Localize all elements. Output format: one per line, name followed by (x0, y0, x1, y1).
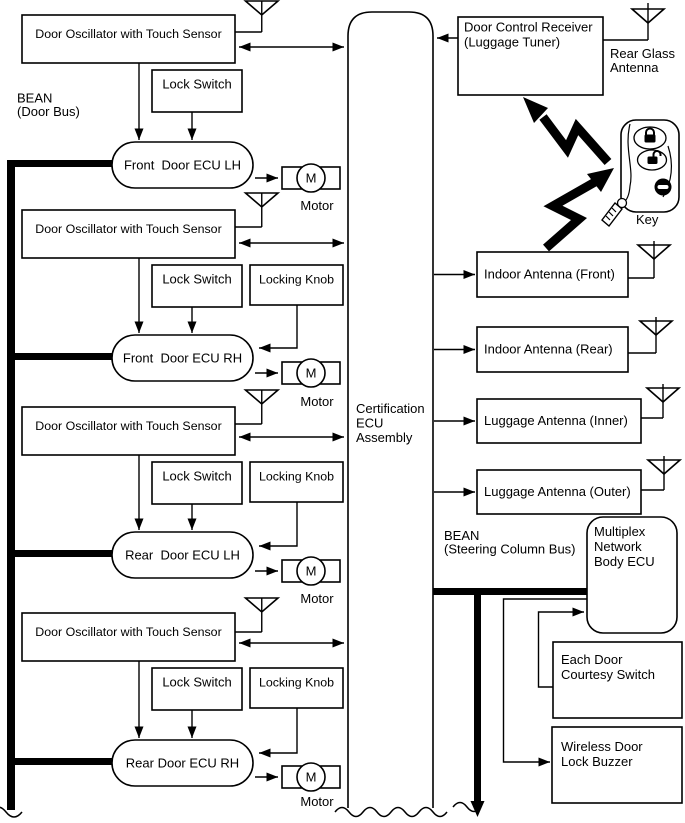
certification-ecu-line2: ECU (356, 415, 384, 431)
locking-knob-label: Locking Knob (258, 469, 335, 484)
bean-steering-line1: BEAN (444, 528, 480, 543)
receiver-line1: Door Control Receiver (464, 19, 593, 35)
antenna-box-label: Luggage Antenna (Inner) (484, 413, 628, 428)
motor-symbol: M (305, 170, 317, 186)
certification-ecu-line3: Assembly (356, 430, 413, 445)
oscillator-label: Door Oscillator with Touch Sensor (35, 625, 222, 639)
buzzer-line1: Wireless Door (561, 739, 643, 754)
door-control-receiver (437, 17, 603, 95)
key-fob (602, 120, 679, 227)
motor-label: Motor (300, 198, 334, 213)
motor-unit (255, 164, 340, 213)
certification-ecu-box (348, 12, 433, 808)
door-ecu-label: Front Door ECU RH (122, 350, 243, 366)
rear-glass-antenna-line1: Rear Glass (610, 46, 676, 61)
rear-glass-antenna-line2: Antenna (610, 60, 659, 75)
door-ecu-label: Rear Door ECU RH (125, 755, 240, 771)
key-label: Key (636, 212, 659, 227)
door-section-4 (22, 598, 344, 809)
motor-label: Motor (300, 591, 334, 606)
motor-unit (255, 763, 340, 809)
lock-icon-body (645, 135, 656, 143)
oscillator-label: Door Oscillator with Touch Sensor (35, 222, 222, 236)
antenna-icon (235, 390, 278, 424)
certification-ecu-line1: Certification (356, 401, 425, 416)
steering-bus-arrowhead (471, 801, 485, 817)
antenna-icon (235, 193, 278, 227)
indoor-antenna-front (434, 241, 670, 297)
locking-knob-to-ecu-arrow (259, 305, 297, 348)
motor-symbol: M (305, 769, 317, 785)
bean-door-bus-line1: BEAN (17, 90, 53, 106)
courtesy-switch-line2: Courtesy Switch (561, 667, 655, 682)
locking-knob-to-ecu-arrow (259, 502, 297, 546)
wireless-door-lock-buzzer (552, 727, 682, 803)
antenna-box-label: Indoor Antenna (Rear) (484, 341, 613, 357)
bean-door-bus-line2: (Door Bus) (17, 104, 80, 119)
courtesy-switch-line1: Each Door (561, 652, 623, 667)
bean-steering-bus-label (444, 528, 576, 557)
antenna-icon (235, 598, 278, 632)
door-section-3 (22, 390, 344, 606)
break-line-center (335, 808, 447, 817)
antenna-icon (603, 3, 664, 40)
bean-steering-line2: (Steering Column Bus) (444, 541, 576, 557)
multiplex-network-body-ecu (587, 517, 677, 633)
signal-bolt-up (543, 117, 608, 162)
door-ecu-label: Rear Door ECU LH (125, 547, 240, 563)
lock-switch-label: Lock Switch (162, 468, 232, 484)
antenna-icon (628, 241, 670, 278)
radio-signal-to-receiver (523, 97, 608, 162)
bean-door-bus-label (17, 91, 80, 120)
lock-switch-label: Lock Switch (162, 674, 232, 690)
motor-unit (255, 359, 340, 409)
antenna-icon (628, 317, 672, 353)
lock-switch-label: Lock Switch (162, 271, 232, 287)
locking-knob-label: Locking Knob (258, 675, 335, 690)
oscillator-label: Door Oscillator with Touch Sensor (35, 419, 222, 433)
receiver-line2: (Luggage Tuner) (464, 34, 561, 50)
motor-symbol: M (305, 563, 317, 579)
signal-bolt-down (546, 182, 595, 248)
multiplex-ecu-line3: Body ECU (594, 554, 655, 569)
luggage-antenna-inner (434, 384, 679, 443)
buzzer-line2: Lock Buzzer (561, 754, 633, 769)
motor-label: Motor (300, 794, 334, 809)
each-door-courtesy-switch (553, 642, 682, 718)
antenna-icon (641, 456, 680, 490)
antenna-box-label: Luggage Antenna (Outer) (484, 484, 631, 499)
motor-symbol: M (305, 365, 317, 381)
locking-knob-label: Locking Knob (258, 272, 335, 287)
lock-switch-label: Lock Switch (162, 76, 232, 92)
motor-label: Motor (300, 394, 334, 409)
antenna-icon (235, 1, 278, 32)
antenna-box-label: Indoor Antenna (Front) (484, 266, 615, 282)
luggage-antenna-outer (434, 456, 680, 514)
radio-signal-to-key (546, 168, 614, 248)
door-section-2 (22, 193, 344, 409)
antenna-icon (641, 384, 679, 418)
multiplex-ecu-line2: Network (594, 539, 642, 554)
door-ecu-label: Front Door ECU LH (123, 157, 242, 173)
key-panic-slot (658, 185, 669, 189)
multiplex-ecu-line1: Multiplex (594, 524, 646, 539)
key-blade (602, 203, 622, 226)
rear-glass-antenna (603, 3, 676, 75)
indoor-antenna-rear (434, 317, 672, 372)
oscillator-label: Door Oscillator with Touch Sensor (35, 27, 222, 41)
locking-knob-to-ecu-arrow (259, 708, 297, 753)
unlock-icon-body (648, 157, 658, 165)
